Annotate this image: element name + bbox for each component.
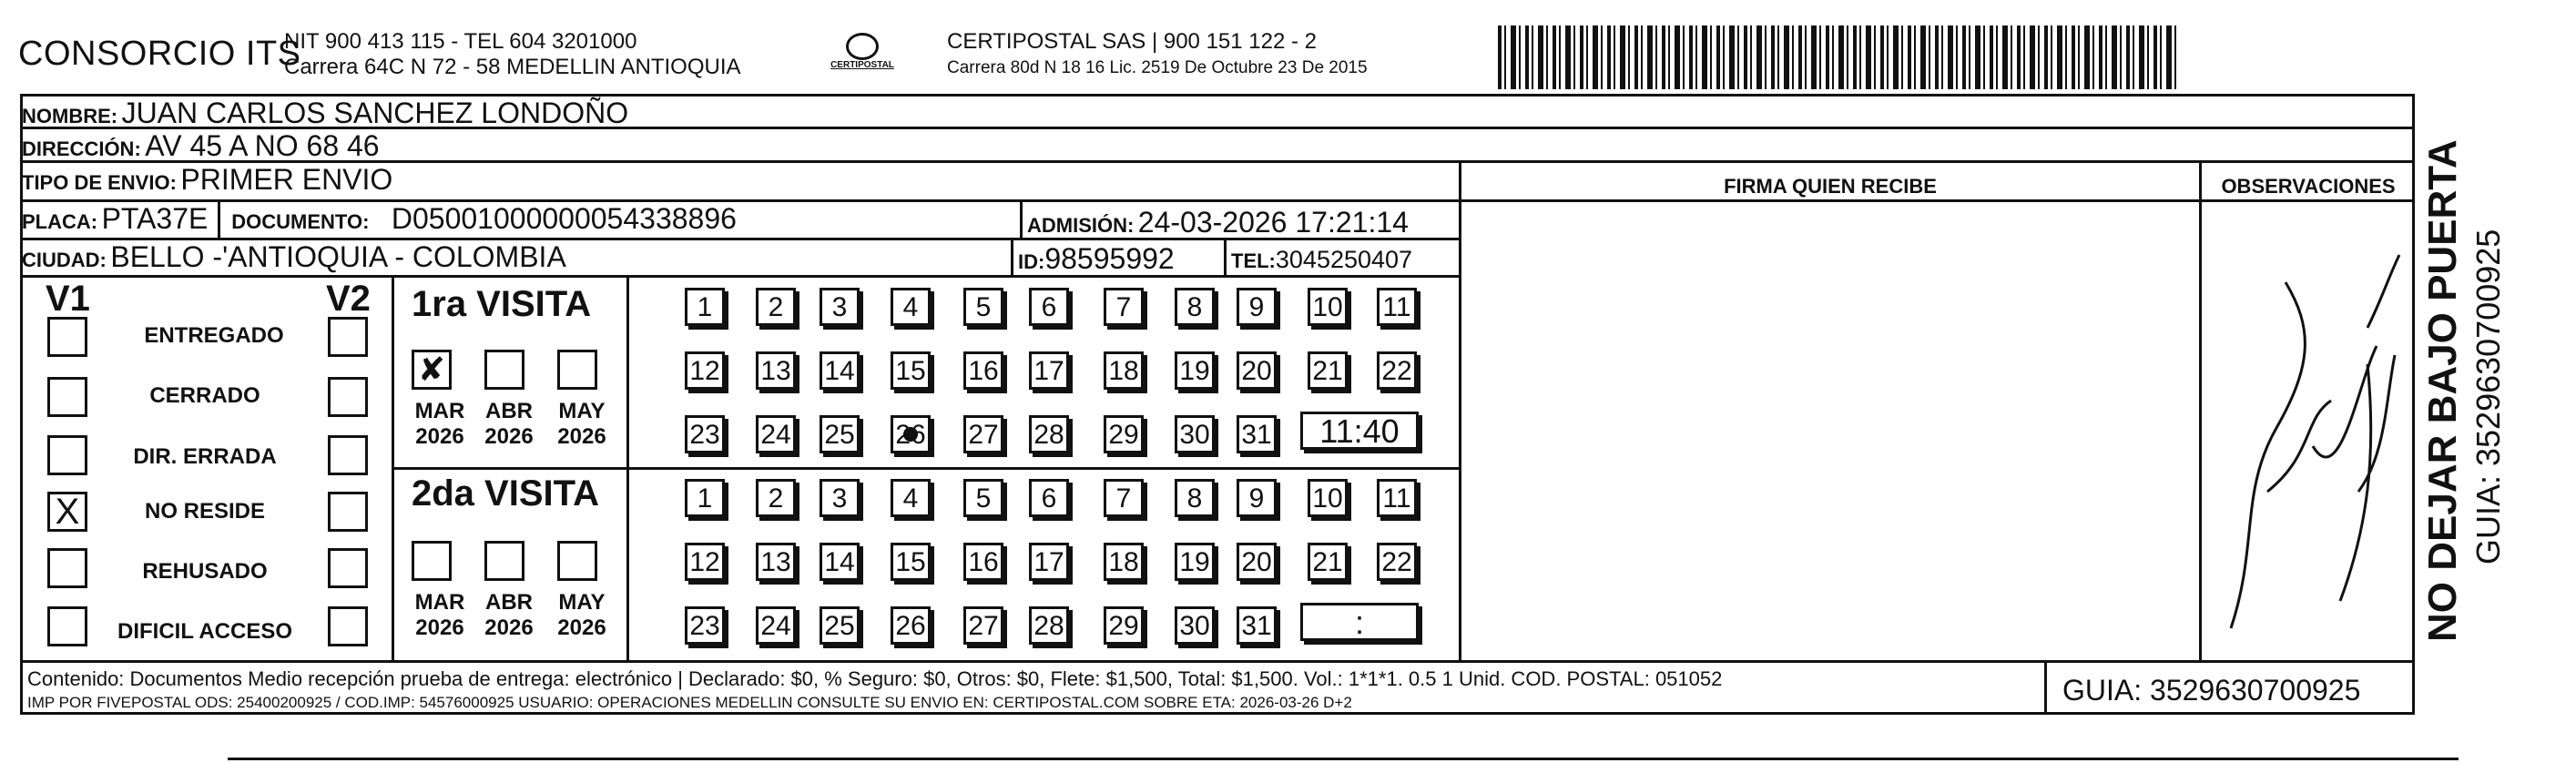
certipostal-info (947, 29, 1368, 78)
visit1-day-23[interactable]: 23 (685, 415, 725, 453)
status-cerrado: CERRADO (149, 383, 260, 408)
v2-checkbox-cerrado[interactable] (328, 377, 368, 417)
certipostal-line: CERTIPOSTAL SAS | 900 151 122 - 2 (947, 29, 1317, 54)
visit1-day-15[interactable]: 15 (891, 351, 931, 390)
visit2-day-13[interactable]: 13 (756, 543, 796, 581)
placa-row: PLACA: PTA37E DOCUMENTO: D05001000000054338896 ADMISIÓN: 24-03-2026 17:21:14 (22, 202, 1461, 240)
visit1-day-25[interactable]: 25 (820, 415, 860, 453)
visit2-month-mar: MAR 2026 (414, 590, 465, 640)
visit1-day-18[interactable]: 18 (1104, 351, 1144, 390)
firma-header: FIRMA QUIEN RECIBE (1724, 175, 1937, 198)
status-dir-errada: DIR. ERRADA (133, 444, 277, 469)
city: BELLO -'ANTIOQUIA - COLOMBIA (110, 240, 566, 273)
visit2-day-21[interactable]: 21 (1308, 543, 1348, 581)
visit2-day-22[interactable]: 22 (1377, 543, 1417, 581)
visit2-day-4[interactable]: 4 (891, 479, 931, 517)
visit1-month-abr: ABR 2026 (484, 399, 534, 449)
handwritten-signature (2204, 219, 2404, 646)
v2-checkbox-entregado[interactable] (328, 317, 368, 357)
visit2-day-2[interactable]: 2 (756, 479, 796, 517)
recipient-name: JUAN CARLOS SANCHEZ LONDOÑO (121, 97, 629, 129)
plate: PTA37E (101, 202, 209, 235)
visit1-day-28[interactable]: 28 (1029, 415, 1069, 453)
visit2-day-3[interactable]: 3 (820, 479, 860, 517)
visit1-day-5[interactable]: 5 (963, 288, 1003, 326)
recipient-phone: 3045250407 (1275, 246, 1413, 273)
visit2-day-25[interactable]: 25 (820, 606, 860, 645)
document-number: D05001000000054338896 (391, 202, 737, 235)
visit2-day-23[interactable]: 23 (685, 606, 725, 645)
visit2-day-11[interactable]: 11 (1377, 479, 1417, 517)
v2-checkbox-dificil-acceso[interactable] (328, 606, 368, 646)
visit2-day-16[interactable]: 16 (963, 543, 1003, 581)
visit1-day-2[interactable]: 2 (756, 288, 796, 326)
visit2-day-8[interactable]: 8 (1175, 479, 1215, 517)
visit2-day-18[interactable]: 18 (1104, 543, 1144, 581)
v1-checkbox-no-reside[interactable]: X (47, 492, 87, 532)
visit1-day-1[interactable]: 1 (685, 288, 725, 326)
status-entregado: ENTREGADO (144, 323, 284, 348)
barcode (1498, 25, 2181, 89)
v2-checkbox-no-reside[interactable] (328, 492, 368, 532)
visit1-day-6[interactable]: 6 (1029, 288, 1069, 326)
obs-divider (2199, 163, 2202, 660)
recipient-id: 98595992 (1044, 242, 1175, 275)
visit2-month-abr-checkbox[interactable] (484, 541, 524, 581)
visit2-day-24[interactable]: 24 (756, 606, 796, 645)
visit1-day-10[interactable]: 10 (1308, 288, 1348, 326)
visit2-month-may-checkbox[interactable] (557, 541, 597, 581)
visit1-month-abr-checkbox[interactable] (484, 350, 524, 390)
v2-label: V2 (326, 279, 371, 319)
visit1-day-11[interactable]: 11 (1377, 288, 1417, 326)
visit2-day-26[interactable]: 26 (891, 606, 931, 645)
visit1-day-30[interactable]: 30 (1175, 415, 1215, 453)
visit1-day-21[interactable]: 21 (1308, 351, 1348, 390)
visit1-day-24[interactable]: 24 (756, 415, 796, 453)
footer-contenido: Contenido: Documentos Medio recepción prueba de entrega: electrónico | Declarado: $0, % Seguro: $0, Otros: $0, Flete: $1,500, Total: $1,500. Vol.: 1*1*1. 0.5 1 Unid. COD. POSTAL: 051052 (27, 667, 1723, 690)
v2-checkbox-rehusado[interactable] (328, 548, 368, 588)
visit2-day-10[interactable]: 10 (1308, 479, 1348, 517)
visit1-day-12[interactable]: 12 (685, 351, 725, 390)
company-info (284, 29, 741, 80)
visit1-day-26[interactable]: 26 (891, 415, 931, 453)
visit1-day-27[interactable]: 27 (963, 415, 1003, 453)
admission-date: 24-03-2026 17:21:14 (1137, 206, 1409, 239)
visit1-day-3[interactable]: 3 (820, 288, 860, 326)
visit2-day-27[interactable]: 27 (963, 606, 1003, 645)
visit2-day-15[interactable]: 15 (891, 543, 931, 581)
nit-line: NIT 900 413 115 - TEL 604 3201000 (284, 29, 637, 54)
visit2-day-29[interactable]: 29 (1104, 606, 1144, 645)
visit2-day-7[interactable]: 7 (1104, 479, 1144, 517)
visit1-day-31[interactable]: 31 (1237, 415, 1277, 453)
visit1-month-may-checkbox[interactable] (557, 350, 597, 390)
v1-checkbox-dificil-acceso[interactable] (47, 606, 87, 646)
v1-checkbox-cerrado[interactable] (47, 377, 87, 417)
v1-checkbox-entregado[interactable] (47, 317, 87, 357)
v1-checkbox-rehusado[interactable] (47, 548, 87, 588)
visit2-day-28[interactable]: 28 (1029, 606, 1069, 645)
v2-checkbox-dir-errada[interactable] (328, 435, 368, 475)
footer-guia: GUIA: 3529630700925 (2062, 674, 2361, 707)
visit2-month-mar-checkbox[interactable] (412, 541, 452, 581)
visit1-day-17[interactable]: 17 (1029, 351, 1069, 390)
visit2-day-20[interactable]: 20 (1237, 543, 1277, 581)
footer-imp: IMP POR FIVEPOSTAL ODS: 25400200925 / COD.IMP: 54576000925 USUARIO: OPERACIONES MEDELLIN CONSULTE SU ENVIO EN: CERTIPOSTAL.COM SOBRE ETA: 2026-03-26 D+2 (27, 694, 1352, 711)
recipient-address: AV 45 A NO 68 46 (145, 129, 380, 162)
visit1-day-13[interactable]: 13 (756, 351, 796, 390)
shipment-type: PRIMER ENVIO (180, 163, 393, 196)
side-warning: NO DEJAR BAJO PUERTA (2420, 139, 2465, 642)
visit1-day-4[interactable]: 4 (891, 288, 931, 326)
visit1-title: 1ra VISITA (412, 284, 592, 324)
status-rehusado: REHUSADO (142, 559, 268, 584)
visit2-day-31[interactable]: 31 (1237, 606, 1277, 645)
certipostal-logo: CERTIPOSTAL (830, 33, 894, 70)
visit1-day-20[interactable]: 20 (1237, 351, 1277, 390)
nombre-row: NOMBRE: JUAN CARLOS SANCHEZ LONDOÑO (22, 97, 2415, 129)
visit2-day-19[interactable]: 19 (1175, 543, 1215, 581)
address-line: Carrera 64C N 72 - 58 MEDELLIN ANTIOQUIA (284, 55, 741, 79)
visit2-day-6[interactable]: 6 (1029, 479, 1069, 517)
v1-checkbox-dir-errada[interactable] (47, 435, 87, 475)
visit2-day-1[interactable]: 1 (685, 479, 725, 517)
visit2-day-5[interactable]: 5 (963, 479, 1003, 517)
visit2-day-14[interactable]: 14 (820, 543, 860, 581)
visit2-month-may: MAY 2026 (557, 590, 606, 640)
ciudad-row: CIUDAD: BELLO -'ANTIOQUIA - COLOMBIA ID:98595992 TEL:3045250407 (22, 240, 1461, 278)
firma-divider (1459, 163, 1461, 660)
visit2-time[interactable]: : (1300, 603, 1419, 641)
observaciones-header: OBSERVACIONES (2221, 175, 2396, 198)
license-line: Carrera 80d N 18 16 Lic. 2519 De Octubre 23 De 2015 (947, 58, 1368, 77)
visit1-day-8[interactable]: 8 (1175, 288, 1215, 326)
status-no-reside: NO RESIDE (144, 499, 266, 524)
direccion-row: DIRECCIÓN: AV 45 A NO 68 46 (22, 129, 2415, 163)
visit1-day-9[interactable]: 9 (1237, 288, 1277, 326)
visit2-title: 2da VISITA (412, 473, 599, 514)
visit1-day-7[interactable]: 7 (1104, 288, 1144, 326)
visit1-day-19[interactable]: 19 (1175, 351, 1215, 390)
visit1-day-14[interactable]: 14 (820, 351, 860, 390)
visit1-day-16[interactable]: 16 (963, 351, 1003, 390)
visit1-month-mar-checkbox[interactable]: ✘ (412, 350, 452, 390)
visit2-month-abr: ABR 2026 (484, 590, 534, 640)
tipo-row: TIPO DE ENVIO: PRIMER ENVIO (22, 163, 1461, 202)
visit1-time[interactable]: 11:40 (1300, 412, 1419, 450)
visit1-month-may: MAY 2026 (557, 399, 606, 449)
side-guia: GUIA: 3529630700925 (2469, 229, 2507, 565)
visit1-day-22[interactable]: 22 (1377, 351, 1417, 390)
visit2-day-12[interactable]: 12 (685, 543, 725, 581)
company-name: CONSORCIO ITS (18, 35, 301, 73)
visit2-day-9[interactable]: 9 (1237, 479, 1277, 517)
visit2-day-30[interactable]: 30 (1175, 606, 1215, 645)
visit1-month-mar: MAR 2026 (414, 399, 465, 449)
v1-label: V1 (46, 279, 90, 319)
visit1-day-29[interactable]: 29 (1104, 415, 1144, 453)
visit2-day-17[interactable]: 17 (1029, 543, 1069, 581)
status-dificil-acceso: DIFICIL ACCESO (117, 619, 292, 644)
